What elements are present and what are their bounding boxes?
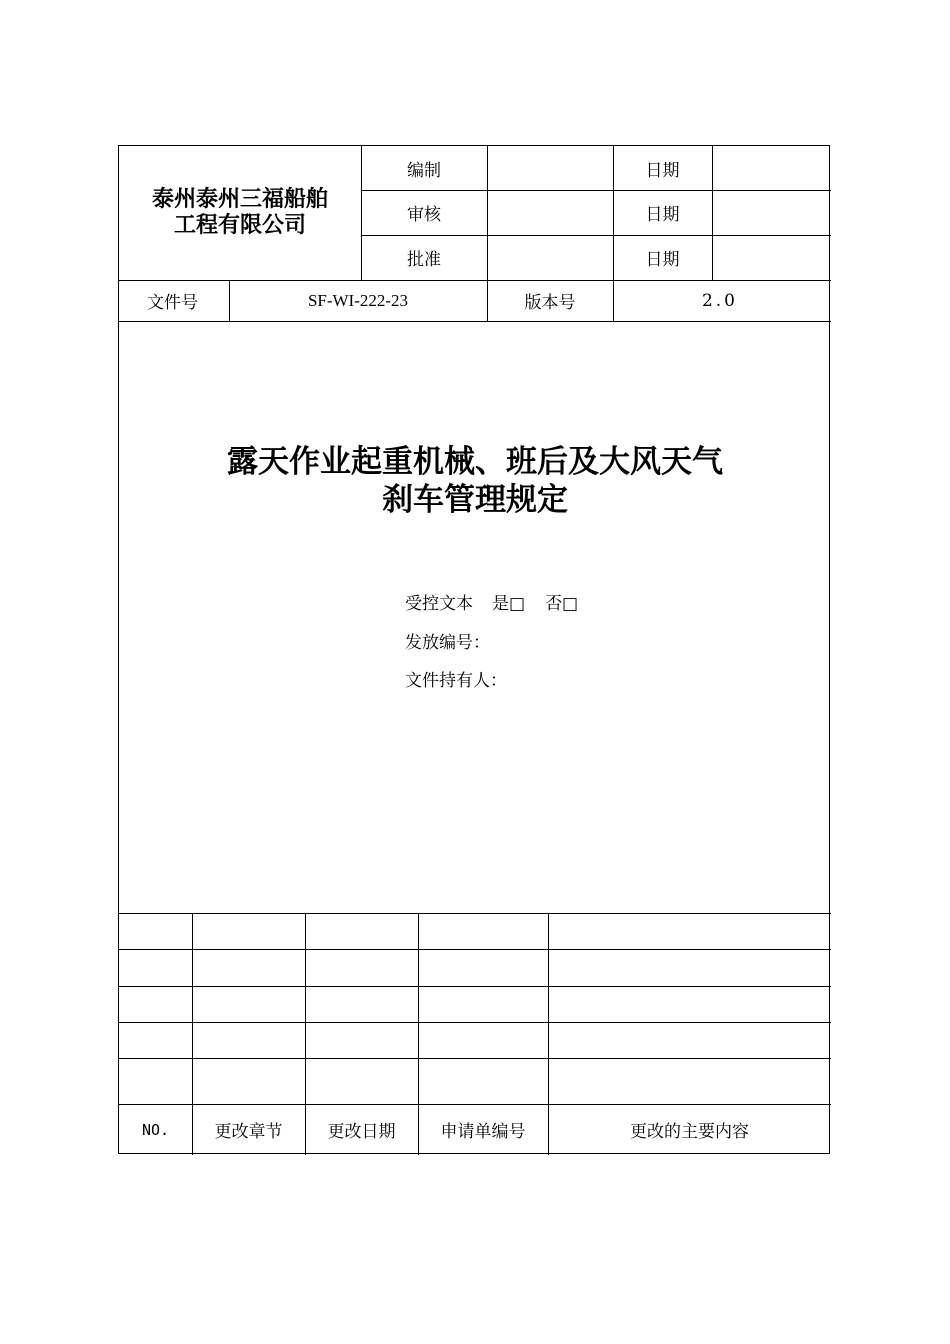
- controlled-copy-line: [405, 589, 578, 614]
- approved-by-label: 批准: [407, 250, 441, 270]
- revision-cell: [548, 913, 831, 949]
- revision-cell: [305, 949, 418, 986]
- reviewed-by-value: [487, 190, 613, 235]
- version-value: 2.0: [701, 290, 738, 311]
- header-change-date: 更改日期: [327, 1122, 396, 1142]
- reviewed-by-label: 审核: [407, 205, 441, 225]
- revision-cell: [192, 913, 305, 949]
- controlled-copy-label: 受控文本: [405, 594, 473, 614]
- document-title-line1: 露天作业起重机械、班后及大风天气: [227, 444, 723, 480]
- revision-cell: [119, 1058, 192, 1104]
- header-no: NO.: [141, 1120, 170, 1139]
- revision-cell: [418, 1022, 548, 1058]
- version-label: 版本号: [524, 293, 576, 313]
- controlled-no-checkbox[interactable]: 否□: [545, 594, 579, 614]
- company-name: [119, 146, 361, 280]
- prepared-by-label: 编制: [407, 160, 441, 181]
- reviewed-date-value: [712, 190, 831, 235]
- company-name-line2: 工程有限公司: [173, 213, 306, 238]
- revision-cell: [418, 986, 548, 1022]
- revision-cell: [305, 913, 418, 949]
- revision-cell: [305, 1022, 418, 1058]
- approved-date-label: 日期: [645, 250, 680, 270]
- revision-cell: [119, 913, 192, 949]
- company-name-line1: 泰州泰州三福船舶: [151, 187, 328, 212]
- file-no-label: 文件号: [147, 293, 198, 313]
- revision-cell: [548, 1022, 831, 1058]
- header-changed-section: 更改章节: [214, 1122, 283, 1142]
- prepared-date-label: 日期: [645, 160, 680, 181]
- revision-cell: [119, 949, 192, 986]
- approved-date-value: [712, 235, 831, 280]
- cover-form: [118, 145, 830, 1154]
- revision-cell: [418, 949, 548, 986]
- reviewed-date-label: 日期: [645, 205, 680, 225]
- revision-cell: [305, 1058, 418, 1104]
- revision-cell: [418, 913, 548, 949]
- file-holder-label: 文件持有人：: [405, 671, 507, 691]
- revision-cell: [119, 1022, 192, 1058]
- header-change-content: 更改的主要内容: [630, 1122, 749, 1142]
- prepared-date-value: [712, 146, 831, 190]
- revision-cell: [192, 949, 305, 986]
- header-request-number: 申请单编号: [440, 1122, 526, 1142]
- prepared-by-value: [487, 146, 613, 190]
- revision-cell: [192, 1022, 305, 1058]
- document-title-line2: 刹车管理规定: [382, 482, 568, 518]
- revision-cell: [192, 986, 305, 1022]
- revision-cell: [305, 986, 418, 1022]
- revision-cell: [548, 949, 831, 986]
- revision-cell: [418, 1058, 548, 1104]
- revision-cell: [119, 986, 192, 1022]
- divider: [119, 321, 831, 322]
- approved-by-value: [487, 235, 613, 280]
- controlled-yes-checkbox[interactable]: 是□: [492, 594, 526, 614]
- revision-cell: [548, 1058, 831, 1104]
- revision-cell: [548, 986, 831, 1022]
- file-no-value: SF-WI-222-23: [307, 290, 409, 310]
- revision-cell: [192, 1058, 305, 1104]
- issue-number-label: 发放编号：: [405, 633, 490, 653]
